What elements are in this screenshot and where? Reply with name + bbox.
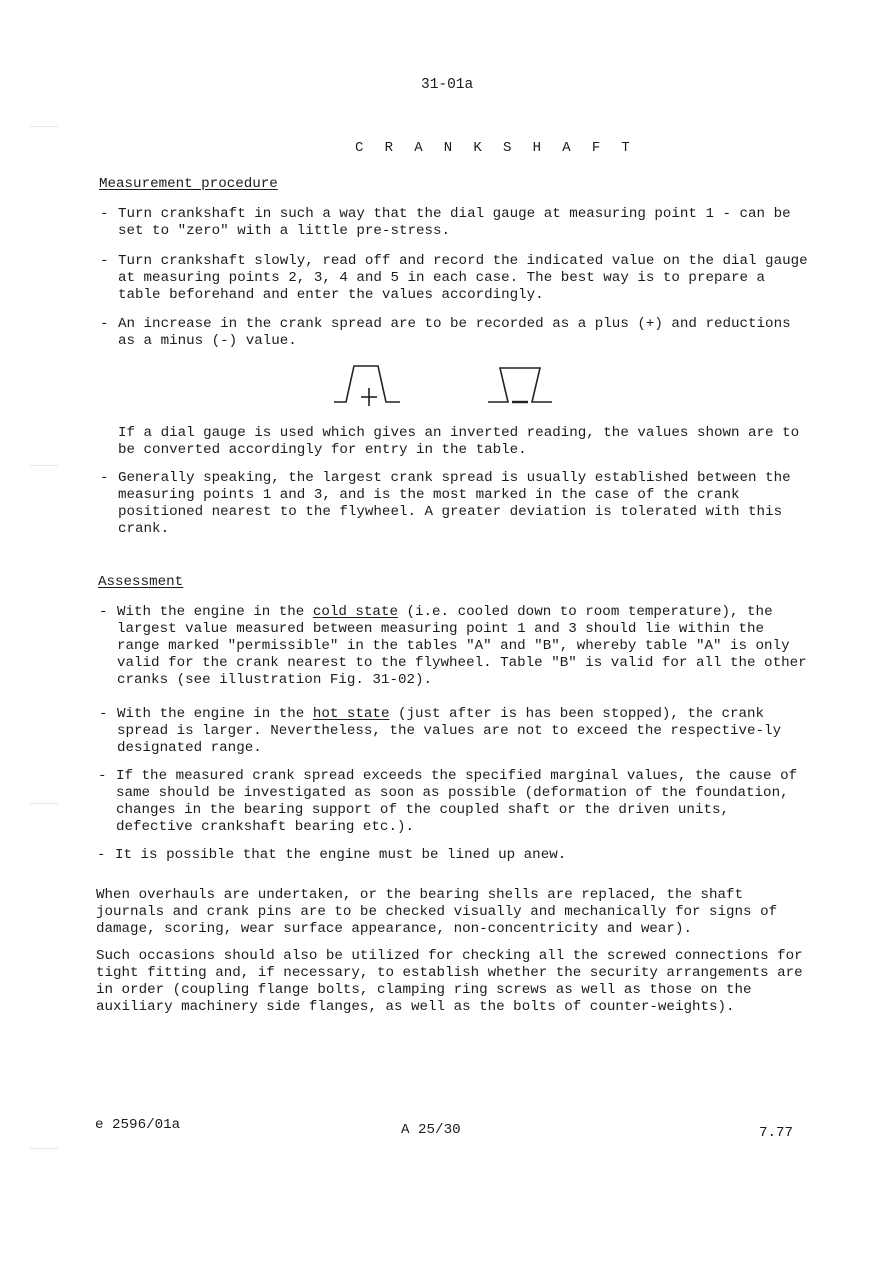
page-title: C R A N K S H A F T bbox=[355, 140, 637, 156]
hot-pre: With the engine in the bbox=[117, 706, 313, 722]
page-number: 31-01a bbox=[421, 77, 474, 93]
scan-edge-mark bbox=[30, 1148, 58, 1149]
bullet-dash: - bbox=[97, 847, 106, 863]
bullet-text: Generally speaking, the largest crank spread is usually established between the measuring points 1 and 3, and is the most marked in the case of the crank positioned nearest to the flywheel. A greater deviation is tolerated with this crank. bbox=[118, 470, 791, 537]
bullet-text: If the measured crank spread exceeds the specified marginal values, the cause of same should be investigated as soon as possible (deformation of the foundation, changes in the bearing support of the coupled shaft or the driven units, defective crankshaft bearing etc.). bbox=[116, 768, 798, 835]
assessment-bullet-lined bbox=[97, 847, 809, 864]
assessment-bullet-exceed bbox=[98, 768, 810, 836]
cold-state-term: cold state bbox=[312, 604, 398, 620]
bullet-text: It is possible that the engine must be lined up anew. bbox=[115, 847, 567, 863]
bullet-dash: - bbox=[99, 706, 108, 722]
assessment-bullet-hot bbox=[99, 706, 811, 757]
footer-document-number: e 2596/01a bbox=[95, 1117, 181, 1133]
scan-edge-mark bbox=[30, 465, 58, 466]
footer-date: 7.77 bbox=[759, 1125, 794, 1141]
cold-post: (i.e. cooled down to room temperature), the largest value measured between measuring point 1 and 3 should lie within the range marked "permissible" in the tables "A" and "B", whereby table "A" is only valid for the crank nearest to the flywheel. Table "B" is valid for all the other cranks (see illustration Fig. 31-02). bbox=[117, 604, 807, 688]
hot-state-term: hot state bbox=[312, 706, 390, 722]
bullet-text: Turn crankshaft in such a way that the dial gauge at measuring point 1 - can be set to "zero" with a little pre-stress. bbox=[118, 206, 791, 239]
footer-engine-type: A 25/30 bbox=[401, 1122, 461, 1138]
minus-spread-symbol bbox=[488, 368, 552, 402]
bullet-dash: - bbox=[99, 604, 108, 620]
scan-edge-mark bbox=[30, 803, 58, 804]
bullet-dash: - bbox=[98, 768, 107, 784]
hot-post: (just after is has been stopped), the crank spread is larger. Nevertheless, the values are not to exceed the respective-ly designated range. bbox=[117, 706, 782, 756]
measurement-bullet-1 bbox=[100, 206, 812, 240]
bullet-text: An increase in the crank spread are to be recorded as a plus (+) and reductions as a minus (-) value. bbox=[118, 316, 791, 349]
measurement-bullet-3 bbox=[100, 316, 812, 350]
assessment-bullet-cold bbox=[99, 604, 813, 689]
bullet-dash: - bbox=[100, 253, 109, 269]
assessment-heading: Assessment bbox=[98, 574, 184, 590]
bullet-text: Turn crankshaft slowly, read off and record the indicated value on the dial gauge at measuring points 2, 3, 4 and 5 in each case. The best way is to prepare a table beforehand and enter the values accordingly. bbox=[118, 253, 808, 303]
figure-note: If a dial gauge is used which gives an inverted reading, the values shown are to be converted accordingly for entry in the table. bbox=[118, 425, 800, 458]
bullet-dash: - bbox=[100, 470, 109, 486]
cold-pre: With the engine in the bbox=[117, 604, 313, 620]
measurement-heading: Measurement procedure bbox=[99, 176, 278, 192]
plus-spread-symbol bbox=[334, 366, 400, 406]
bullet-dash: - bbox=[100, 206, 109, 222]
measurement-bullet-2 bbox=[100, 253, 812, 304]
bullet-dash: - bbox=[100, 316, 109, 332]
occasions-paragraph: Such occasions should also be utilized for checking all the screwed connections for tight fitting and, if necessary, to establish whether the security arrangements are in order (coupling flange bolts, clamping ring screws as well as those on the auxiliary machinery side flanges, as well as the bolts of counter-weights). bbox=[96, 948, 803, 1015]
scan-edge-mark bbox=[30, 126, 58, 127]
overhaul-paragraph: When overhauls are undertaken, or the bearing shells are replaced, the shaft journals and crank pins are to be checked visually and mechanically for signs of damage, scoring, wear surface appearance, non-concentricity and wear). bbox=[96, 887, 778, 937]
crank-spread-diagram bbox=[334, 362, 554, 408]
measurement-bullet-general bbox=[100, 470, 812, 538]
